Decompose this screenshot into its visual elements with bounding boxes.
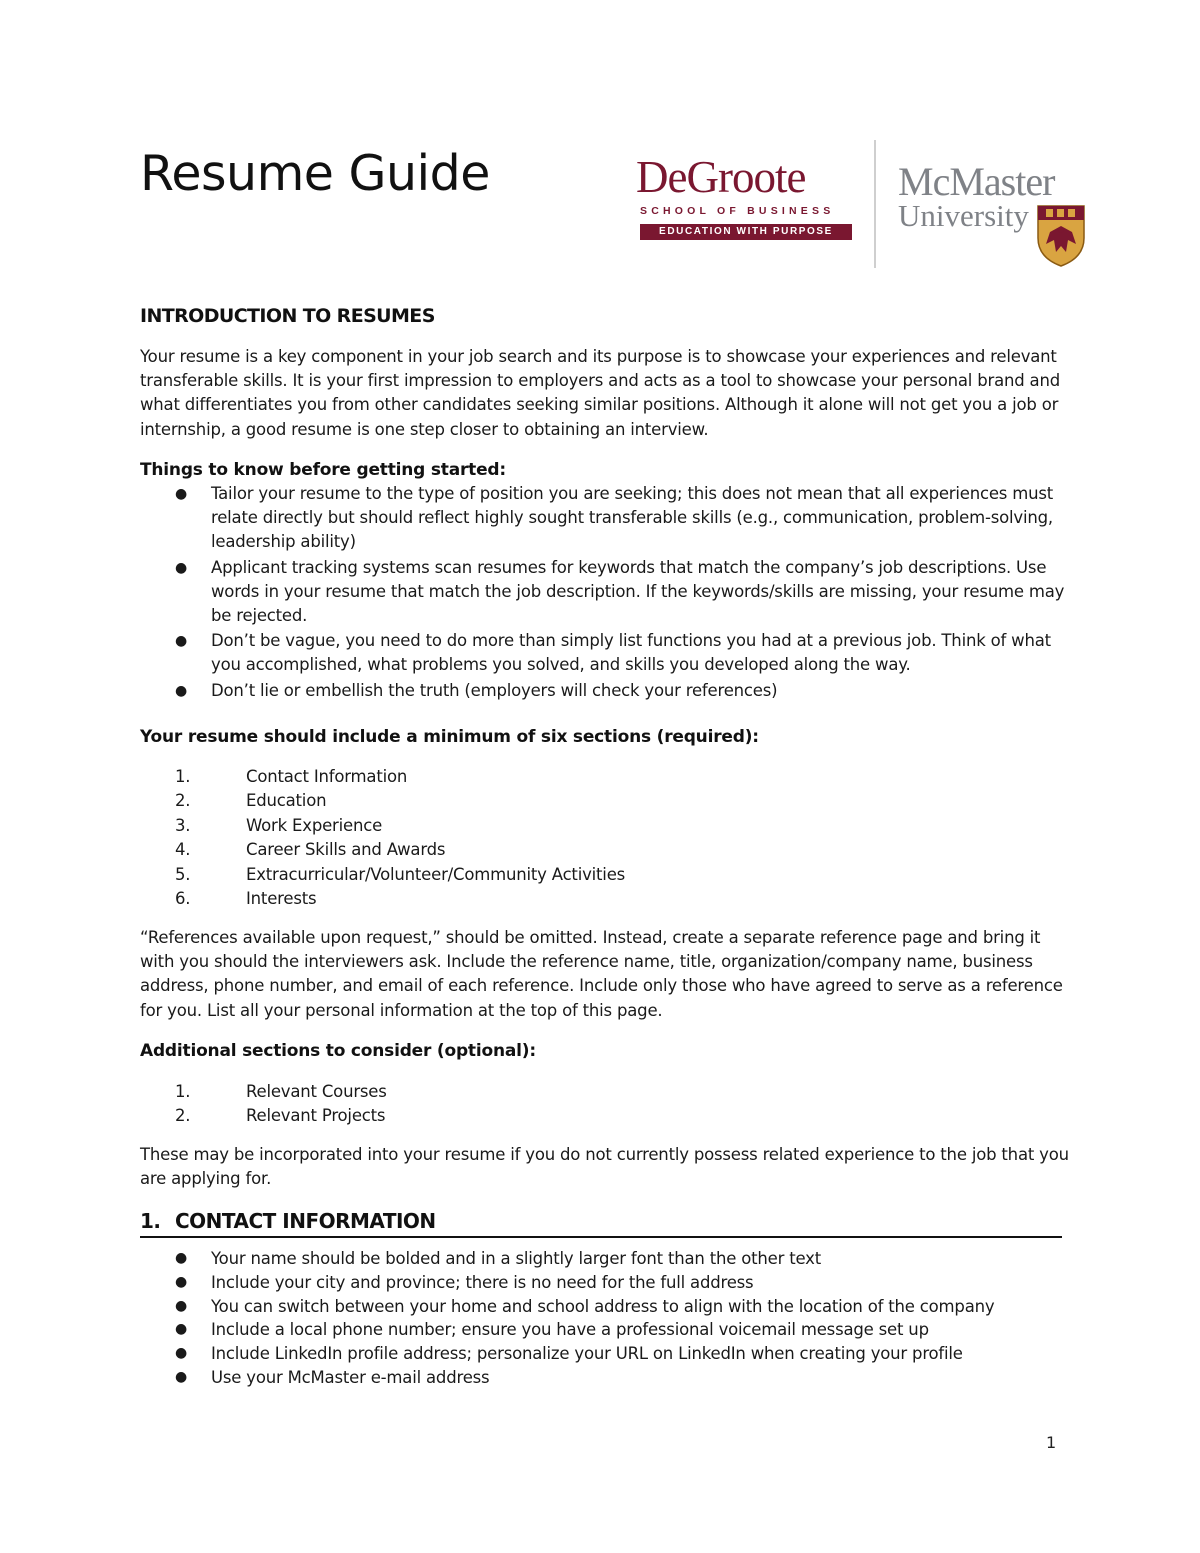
list-item: ● Include LinkedIn profile address; personalize your URL on LinkedIn when creating your profile	[140, 1342, 1070, 1366]
references-note: “References available upon request,” should be omitted. Instead, create a separate reference page and bring it with you should the interviewers ask. Include the reference name, title, organization/company name, business address, phone number, and email of each reference. Include only those who have agreed to serve as a reference for you. List all your personal information at the top of this page.	[140, 928, 1063, 1020]
list-item: 1. Relevant Courses	[175, 1082, 387, 1101]
list-item: ● Tailor your resume to the type of position you are seeking; this does not mean that all experiences must relate directly but should reflect highly sought transferable skills (e.g., communication, problem-solving, leadership ability)	[175, 484, 1054, 552]
list-item: ● Don’t lie or embellish the truth (employers will check your references)	[140, 679, 1070, 703]
intro-heading: INTRODUCTION TO RESUMES	[140, 305, 435, 327]
bullet-icon: ●	[175, 682, 188, 699]
list-item: ● Don’t be vague, you need to do more than simply list functions you had at a previous job. Think of what you accomplished, what problems you solved, and skills you developed along the way.	[175, 631, 1051, 675]
list-item: 2. Relevant Projects	[175, 1106, 386, 1126]
list-item: 5. Extracurricular/Volunteer/Community Activities	[175, 864, 626, 884]
list-item: 3. Work Experience	[175, 815, 383, 835]
contact-information-list	[140, 1247, 1070, 1390]
bullet-icon: ●	[175, 1321, 188, 1338]
bullet-icon: ●	[175, 1368, 188, 1385]
mcmaster-crest-icon	[1036, 204, 1086, 268]
optional-sections-note: These may be incorporated into your resume if you do not currently possess related experience to the job that you are applying for.	[140, 1145, 1069, 1189]
bullet-icon: ●	[175, 1273, 188, 1290]
list-item: ● You can switch between your home and school address to align with the location of the company	[140, 1295, 1070, 1319]
bullet-icon: ●	[175, 1250, 188, 1266]
list-item: 2. Education	[175, 791, 327, 811]
list-item: ● Include a local phone number; ensure you have a professional voicemail message set up	[140, 1318, 1070, 1342]
list-item: 4. Career Skills and Awards	[175, 840, 446, 860]
degroote-wordmark: DeGroote	[636, 152, 806, 202]
institution-logo	[636, 140, 1096, 270]
bullet-icon: ●	[175, 1297, 188, 1314]
degroote-school-line: SCHOOL OF BUSINESS	[640, 205, 835, 217]
logo-divider	[874, 140, 876, 268]
bullet-icon: ●	[175, 486, 188, 502]
intro-paragraph: Your resume is a key component in your job search and its purpose is to showcase your experiences and relevant transferable skills. It is your first impression to employers and acts as a tool to showcase your personal brand and what differentiates you from other candidates seeking similar positions. Although it alone will not get you a job or internship, a good resume is one step closer to obtaining an interview.	[140, 347, 1060, 439]
mcmaster-wordmark: McMaster	[898, 159, 1055, 204]
optional-sections-list	[140, 1080, 1040, 1129]
optional-sections-heading: Additional sections to consider (optional):	[140, 1041, 536, 1061]
things-to-know-heading: Things to know before getting started:	[140, 460, 506, 480]
bullet-icon: ●	[175, 559, 188, 576]
degroote-tagline-banner: EDUCATION WITH PURPOSE	[640, 224, 852, 240]
page-number: 1	[1046, 1433, 1057, 1452]
list-item: 6. Interests	[175, 889, 317, 909]
list-item: ● Use your McMaster e-mail address	[140, 1366, 1070, 1390]
list-item: ● Include your city and province; there is no need for the full address	[140, 1271, 1070, 1295]
required-sections-heading: Your resume should include a minimum of six sections (required):	[140, 727, 759, 747]
bullet-icon: ●	[175, 1345, 188, 1362]
required-sections-list	[140, 765, 1040, 911]
mcmaster-university-line: University	[898, 198, 1029, 233]
page-title: Resume Guide	[140, 145, 490, 202]
bullet-icon: ●	[175, 633, 188, 650]
list-item: ● Applicant tracking systems scan resumes for keywords that match the company’s job descriptions. Use words in your resume that match the job description. If the keywords/skills are missing, your resume may be rejected.	[175, 557, 1065, 626]
list-item: ● Your name should be bolded and in a slightly larger font than the other text	[140, 1247, 1070, 1271]
things-to-know-list	[140, 482, 1070, 703]
list-item: 1. Contact Information	[175, 767, 408, 786]
contact-information-heading: 1. CONTACT INFORMATION	[140, 1207, 1062, 1238]
